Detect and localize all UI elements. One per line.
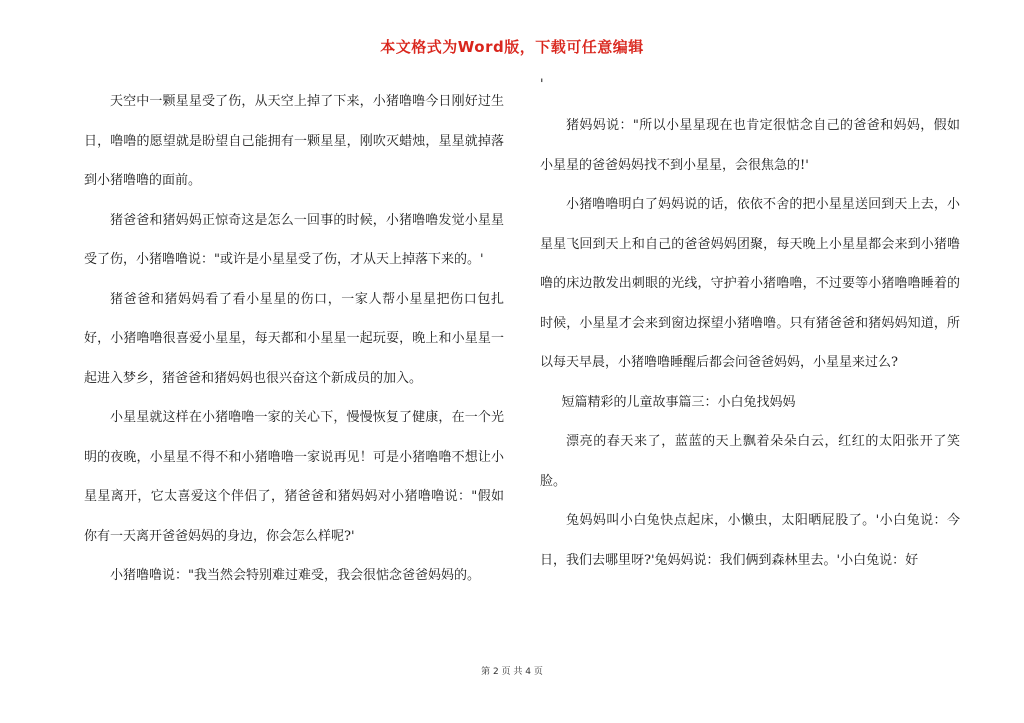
download-notice-header: 本文格式为Word版，下载可任意编辑 [380,38,644,56]
story-paragraph: 小星星就这样在小猪噜噜一家的关心下，慢慢恢复了健康，在一个光明的夜晚，小星星不得不和小猪噜噜一家说再见！可是小猪噜噜不想让小星星离开，它太喜爱这个伴侣了，猪爸爸和猪妈妈对小猪噜噜说："假如你有一天离开爸爸妈妈的身边，你会怎么样呢?' [84,410,504,544]
page-number-footer: 第 2 页 共 4 页 [481,667,543,677]
story-paragraph: 小猪噜噜明白了妈妈说的话，依依不舍的把小星星送回到天上去，小星星飞回到天上和自己的爸爸妈妈团聚，每天晚上小星星都会来到小猪噜噜的床边散发出刺眼的光线，守护着小猪噜噜，不过要等小猪噜噜睡着的时候，小星星才会来到窗边探望小猪噜噜。只有猪爸爸和猪妈妈知道，所以每天早晨，小猪噜噜睡醒后都会问爸爸妈妈，小星星来过么? [540,197,960,370]
story-paragraph: 兔妈妈叫小白兔快点起床，小懒虫，太阳晒屁股了。'小白兔说：今日，我们去哪里呀?'兔妈妈说：我们俩到森林里去。'小白兔说：好 [540,513,960,568]
story-paragraph: 小猪噜噜说："我当然会特别难过难受，我会很惦念爸爸妈妈的。 [110,568,480,583]
story-paragraph: 猪爸爸和猪妈妈看了看小星星的伤口，一家人帮小星星把伤口包扎好，小猪噜噜很喜爱小星星，每天都和小星星一起玩耍，晚上和小星星一起进入梦乡，猪爸爸和猪妈妈也很兴奋这个新成员的加入。 [84,291,504,386]
story-paragraph: 漂亮的春天来了，蓝蓝的天上飘着朵朵白云，红红的太阳张开了笑脸。 [540,434,960,489]
story-paragraph: 天空中一颗星星受了伤，从天空上掉了下来，小猪噜噜今日刚好过生日，噜噜的愿望就是盼望自己能拥有一颗星星，刚吹灭蜡烛，星星就掉落到小猪噜噜的面前。 [84,94,504,188]
right-column [540,77,960,580]
continued-quote-mark: ' [540,77,544,92]
story-paragraph: 猪妈妈说："所以小星星现在也肯定很惦念自己的爸爸和妈妈，假如小星星的爸爸妈妈找不到小星星，会很焦急的!' [540,118,960,173]
story-paragraph: 猪爸爸和猪妈妈正惊奇这是怎么一回事的时候，小猪噜噜发觉小星星受了伤，小猪噜噜说："或许是小星星受了伤，才从天上掉落下来的。' [84,212,504,267]
left-column [84,82,504,596]
section-heading: 短篇精彩的儿童故事篇三：小白兔找妈妈 [561,394,796,410]
